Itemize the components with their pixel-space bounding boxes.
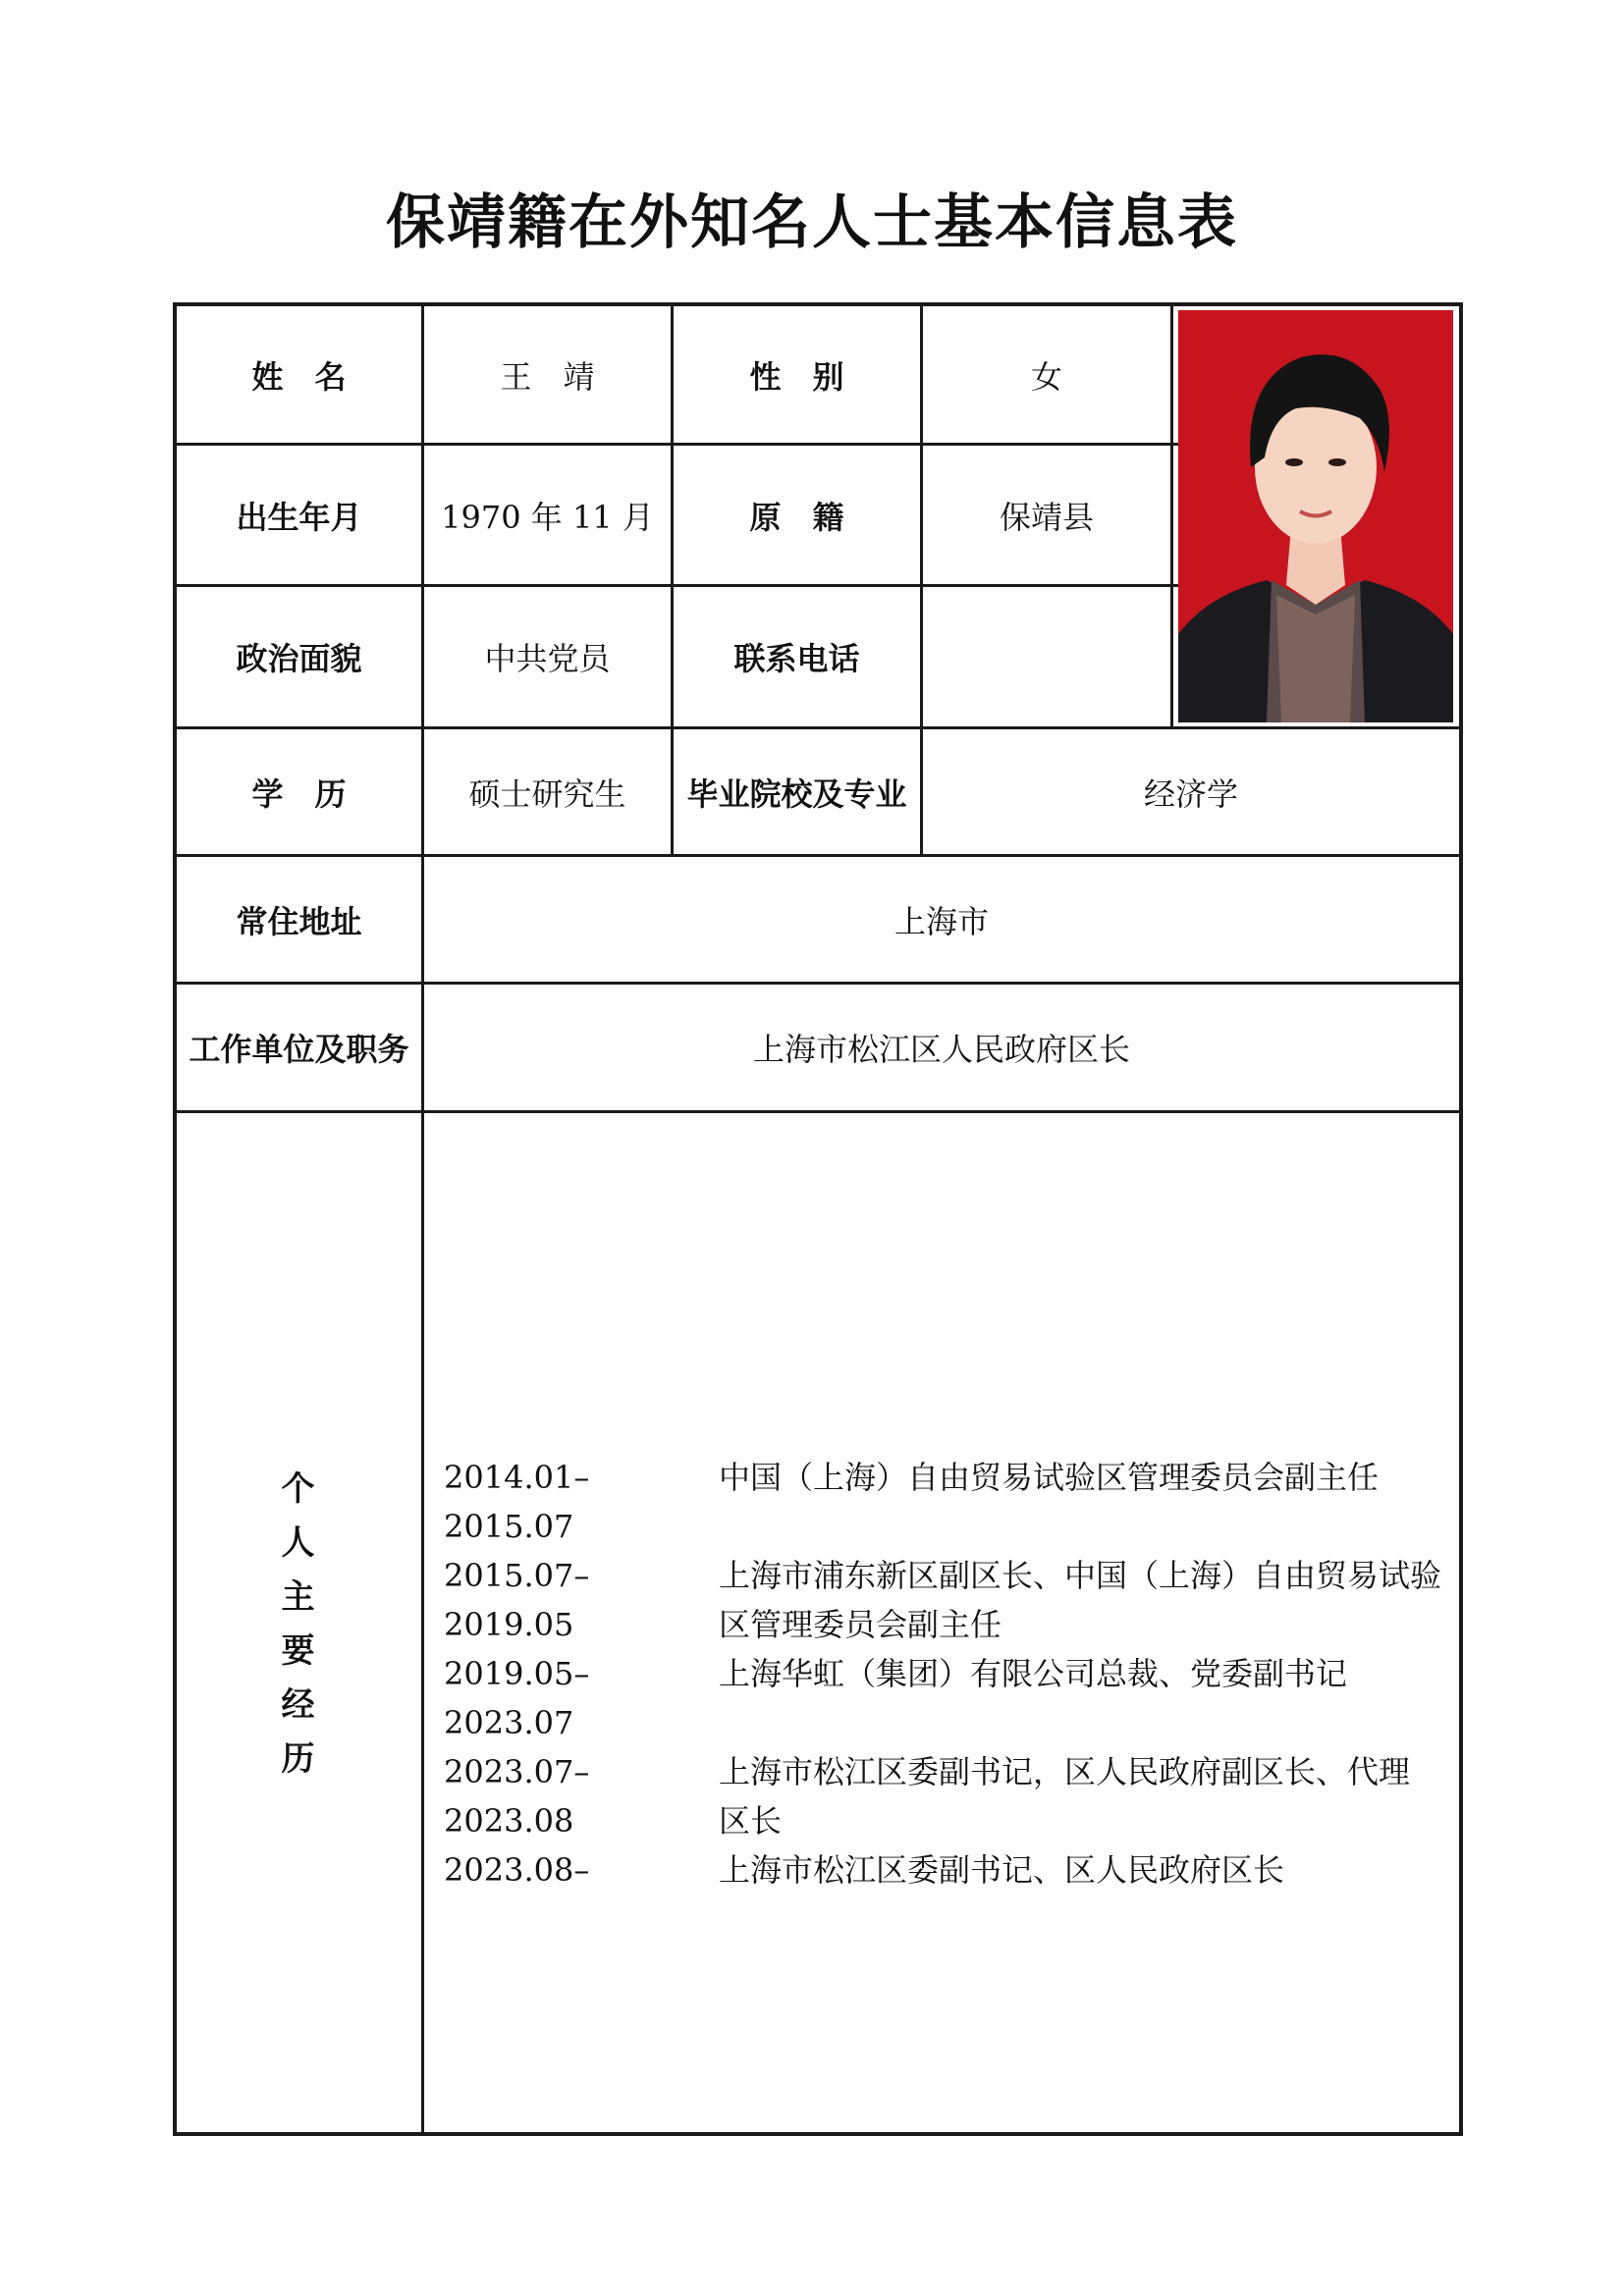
experience-period: 2014.01–2015.07 [444, 1459, 590, 1545]
experience-label-char: 历 [281, 1738, 315, 1779]
education-label: 学 历 [251, 774, 347, 813]
experience-item [444, 1551, 1445, 1649]
experience-line: 区长 [719, 1802, 783, 1840]
school-value: 经济学 [1143, 774, 1238, 813]
experience-period: 2015.07–2019.05 [444, 1557, 590, 1643]
political-value: 中共党员 [484, 640, 611, 677]
experience-description [719, 1649, 1445, 1747]
experience-period: 2019.05–2023.07 [444, 1655, 590, 1741]
portrait-photo [1178, 310, 1453, 722]
phone-value [923, 587, 1170, 726]
experience-item [444, 1453, 1445, 1551]
origin-label: 原 籍 [749, 498, 844, 536]
experience-description [719, 1551, 1445, 1649]
address-value: 上海市 [893, 902, 989, 940]
political-label: 政治面貌 [236, 640, 362, 677]
experience-label-char: 主 [281, 1576, 315, 1617]
experience-label-char: 经 [281, 1684, 315, 1725]
experience-description [719, 1453, 1445, 1551]
experience-label-char: 要 [281, 1630, 315, 1671]
experience-list [444, 1453, 1445, 1895]
address-label: 常住地址 [236, 902, 362, 940]
phone-label: 联系电话 [733, 640, 860, 677]
experience-line: 区管理委员会副主任 [719, 1606, 1002, 1643]
school-label: 毕业院校及专业 [686, 774, 907, 813]
name-value: 王 靖 [500, 357, 595, 396]
column-divider [1170, 302, 1173, 729]
experience-description [719, 1845, 1445, 1895]
portrait-icon [1178, 310, 1453, 722]
experience-line: 上海市松江区委副书记、区人民政府区长 [719, 1851, 1285, 1889]
experience-item [444, 1649, 1445, 1747]
birth-label: 出生年月 [236, 498, 362, 536]
experience-period: 2023.08– [444, 1851, 590, 1889]
experience-period: 2023.07–2023.08 [444, 1753, 590, 1840]
gender-label: 性 别 [749, 357, 844, 396]
experience-label-char: 个 [281, 1468, 315, 1509]
work-label: 工作单位及职务 [189, 1031, 409, 1068]
experience-line: 中国（上海）自由贸易试验区管理委员会副主任 [719, 1459, 1380, 1496]
experience-line: 上海市浦东新区副区长、中国（上海）自由贸易试验 [719, 1557, 1442, 1594]
education-value: 硕士研究生 [468, 774, 626, 813]
experience-item [444, 1845, 1445, 1895]
experience-description [719, 1747, 1445, 1845]
gender-value: 女 [1030, 357, 1062, 396]
experience-item [444, 1747, 1445, 1845]
experience-label-char: 人 [281, 1522, 315, 1563]
work-value: 上海市松江区人民政府区长 [752, 1031, 1130, 1068]
name-label: 姓 名 [251, 357, 347, 396]
page-title: 保靖籍在外知名人士基本信息表 [386, 188, 1238, 257]
birth-value: 1970 年 11 月 [441, 498, 654, 536]
experience-line: 上海市松江区委副书记，区人民政府副区长、代理 [719, 1753, 1411, 1790]
experience-label [173, 1112, 423, 2136]
experience-line: 上海华虹（集团）有限公司总裁、党委副书记 [719, 1655, 1348, 1692]
origin-value: 保靖县 [999, 498, 1094, 536]
